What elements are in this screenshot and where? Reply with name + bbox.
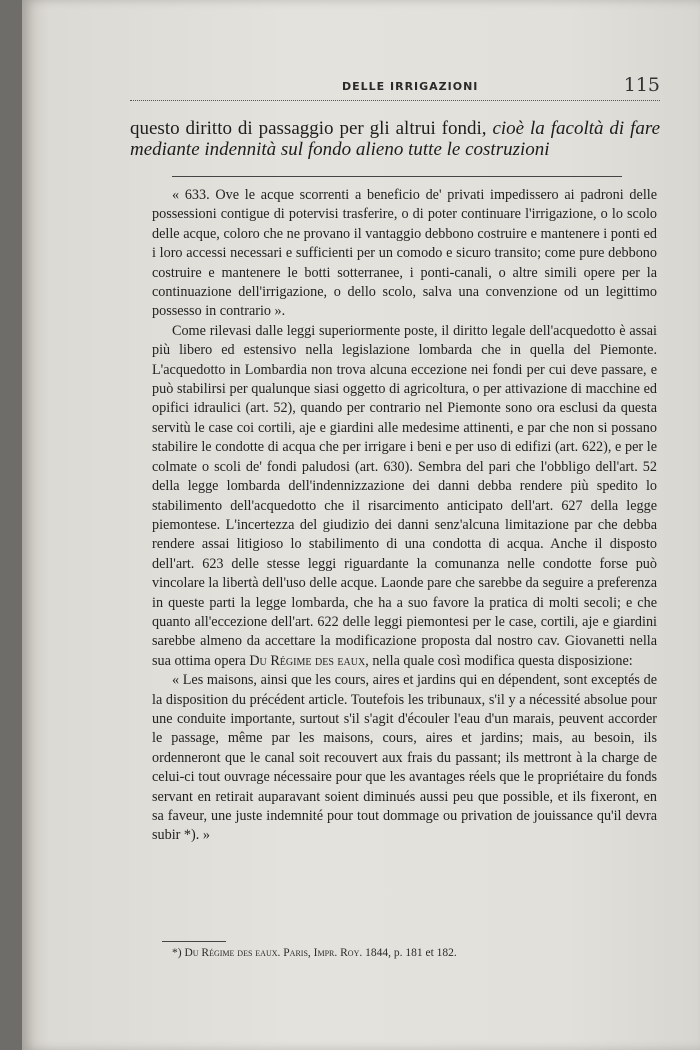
footnote-marker: *) <box>172 947 182 959</box>
page-number: 115 <box>623 74 660 96</box>
article-text-plain: questo diritto di passaggio per gli altrui fondi, <box>130 118 487 139</box>
article-text <box>130 118 660 160</box>
paragraph-art-633: « 633. Ove le acque scorrenti a beneficio de' privati impedissero ai padroni delle possessioni contigue di potervisi trasferire, o di poter continuare l'irrigazione, o lo scolo delle acque, coloro che ne provano il vantaggio debbono costruire e mantenere i ponti ed i loro accessi necessari e sufficienti per un comodo e sicuro transito; come pure debbono costruire e mantenere le botti sotterranee, i ponti-canali, o altre simili opere per la continuazione dell'irrigazione, o dello scolo, salva una convenzione od un legittimo possesso in contrario ». <box>152 187 657 320</box>
footnote-rest: 1844, p. 181 et 182. <box>365 947 457 959</box>
book-page <box>22 0 700 1050</box>
article-text-italic: cioè la facoltà di fare mediante indennità sul fondo alieno tutte le costruzioni <box>130 118 661 160</box>
footnote-press: Impr. Roy. <box>313 947 363 959</box>
separator-rule <box>172 176 622 177</box>
work-title: Du Régime des eaux <box>249 652 366 669</box>
running-title: DELLE IRRIGAZIONI <box>342 80 479 93</box>
footnote-place: Paris <box>283 947 308 959</box>
page-header <box>130 74 660 101</box>
footnote-title: Du Régime des eaux <box>184 947 278 959</box>
paragraph-french-quote: « Les maisons, ainsi que les cours, aires et jardins qui en dépendent, sont exceptés de la disposition du précédent article. Toutefois les tribunaux, s'il y a nécessité absolue pour une conduite importante, surtout s'il s'agit d'écouler l'eau d'un marais, peuvent accorder le passage, même par les maisons, cours, aires et jardins; mais, au besoin, ils ordenneront que le canal soit recouvert aux frais du passant; ils mettront à la charge de celui-ci tout ouvrage nécessaire pour que les avantages réels que le propriétaire du fonds servant en retirait auparavant soient diminués aussi peu que possible, et ils fixeront, en sa faveur, une juste indemnité pour tout dommage ou privation de jouissance qu'il devra subir *). » <box>152 672 657 844</box>
commentary-text-end: , nella quale così modifica questa disposizione: <box>365 652 633 669</box>
footnote: *) Du Régime des eaux. Paris, Impr. Roy. 1844, p. 181 et 182. <box>172 947 457 959</box>
paragraph-commentary <box>152 322 657 671</box>
body-text <box>152 186 657 846</box>
commentary-text: Come rilevasi dalle leggi superiormente poste, il diritto legale dell'acquedotto è assai più libero ed estensivo nella legislazione lombarda che in quella del Piemonte. L'acquedotto in Lombardia non trova alcuna eccezione nei fondi per cui deve passare, e può stabilirsi per qualunque siasi oggetto di agricoltura, o per attivazione di macchine ed opifici idraulici (art. 52), quando per contrario nel Piemonte sono ora esclusi da questa servitù le case coi cortili, aje e giardini alle medesime attinenti, e par che non si possano stabilire le condotte di acqua che per irrigare i beni e per uso di edifizi (art. 622), e per le colmate o scoli de' fondi paludosi (art. 630). Sembra del pari che l'obbligo dell'art. 52 della legge lombarda dell'indennizzazione dei danni debba rendere più spedito lo stabilimento dell'acquedotto che il risarcimento anticipato dell'art. 627 della legge piemontese. L'incertezza del giudizio dei danni senz'alcuna limitazione par che debba rendere assai litigioso lo stabilimento di una condotta di acqua. Anche il disposto dell'art. 623 delle stesse leggi riguardante la comunanza nelle condotte forse può vincolare la libertà dell'uso delle acque. Laonde pare che sarebbe da seguire a preferenza in queste parti la legge lombarda, che ha a suo favore la pratica di molti secoli; e che quanto all'eccezione dell'art. 622 delle leggi piemontesi per le case, cortili, aje e giardini sarebbe almeno da accettare la modificazione proposta dal nostro cav. Giovanetti nella sua ottima opera <box>152 322 657 669</box>
footnote-rule <box>162 941 226 942</box>
